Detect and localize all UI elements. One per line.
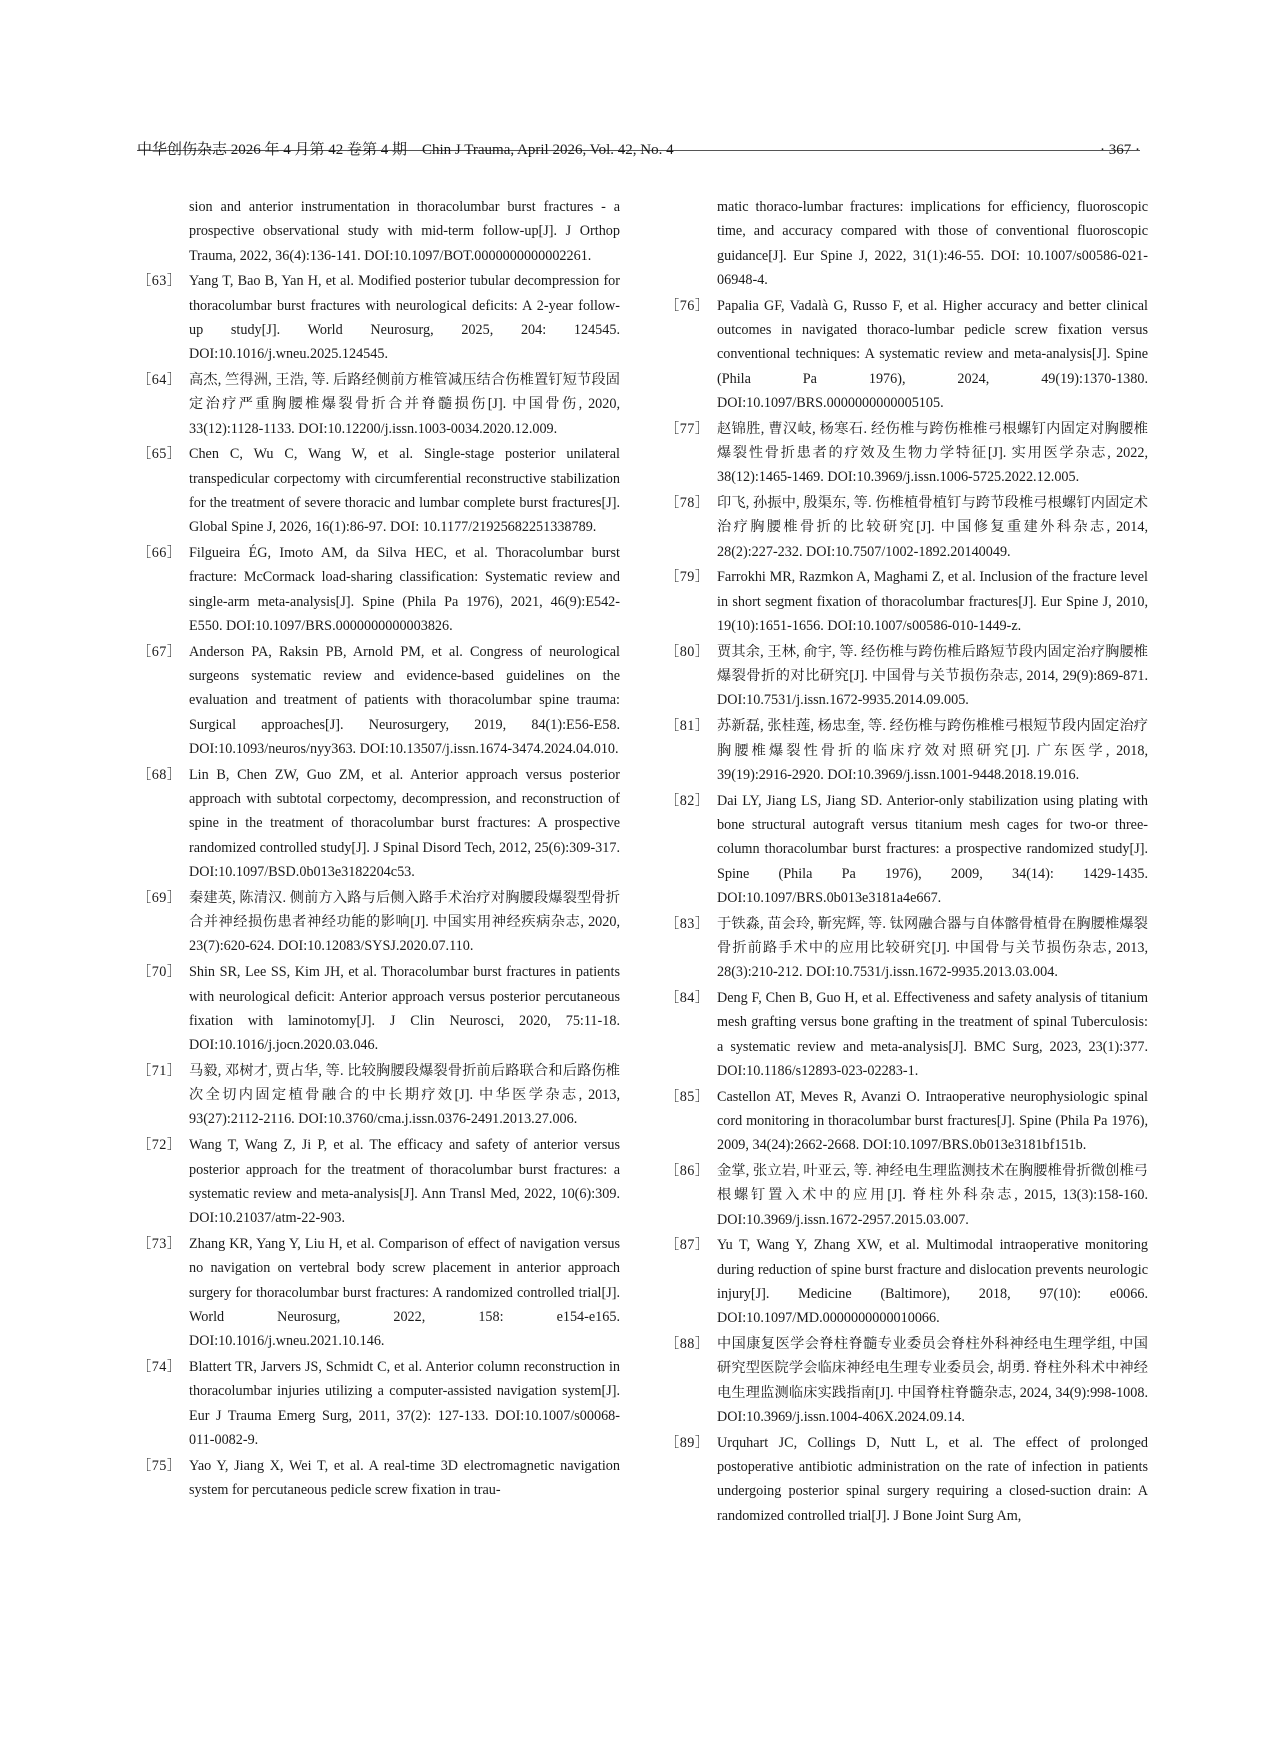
reference-item (137, 368, 620, 441)
reference-number: ［83］ (665, 915, 710, 932)
reference-number: ［84］ (665, 990, 710, 1006)
reference-number: ［72］ (137, 1137, 182, 1154)
reference-text: Blattert TR, Jarvers JS, Schmidt C, et al. Anterior column reconstruction in thoracolumbar injuries utilizing a computer-assisted navigation system[J]. Eur J Trauma Emerg Surg, 2011, 37(2): 127-133. DOI:10.1007/s00068-011-0082-9. (189, 1358, 620, 1448)
reference-item (665, 195, 1148, 292)
reference-number: ［77］ (665, 420, 710, 437)
reference-number: ［81］ (665, 718, 710, 735)
reference-text: 苏新磊, 张桂莲, 杨忠奎, 等. 经伤椎与跨伤椎椎弓根短节段内固定治疗胸腰椎爆裂性骨折的临床疗效对照研究[J]. 广东医学, 2018, 39(19):2916-2920. DOI:10.3969/j.issn.1001-9448.2018.19.016. (717, 718, 1148, 783)
reference-item (137, 1355, 620, 1452)
reference-text: Castellon AT, Meves R, Avanzi O. Intraoperative neurophysiologic spinal cord monitoring in thoracolumbar burst fractures[J]. Spine (Phila Pa 1976), 2009, 34(24):2662-2668. DOI:10.1097/BRS.0b013e3181bf151b. (717, 1088, 1148, 1154)
reference-item (137, 442, 620, 539)
reference-item (665, 789, 1148, 910)
reference-text: 印飞, 孙振中, 殷渠东, 等. 伤椎植骨植钉与跨节段椎弓根螺钉内固定术治疗胸腰椎骨折的比较研究[J]. 中国修复重建外科杂志, 2014, 28(2):227-232. DOI:10.7507/1002-1892.20140049. (717, 495, 1148, 560)
reference-text: Shin SR, Lee SS, Kim JH, et al. Thoracolumbar burst fractures in patients with neurological deficit: Anterior approach versus posterior percutaneous fixation with laminotomy[J]. J Clin Neurosci, 2020, 75:11-18. DOI:10.1016/j.jocn.2020.03.046. (189, 964, 620, 1054)
reference-number: ［69］ (137, 889, 182, 906)
reference-item (137, 640, 620, 761)
reference-text: Papalia GF, Vadalà G, Russo F, et al. Higher accuracy and better clinical outcomes in navigated thoraco-lumbar pedicle screw fixation versus conventional techniques: A systematic review and meta-analysis[J]. Spine (Phila Pa 1976), 2024, 49(19):1370-1380. DOI:10.1097/BRS.0000000000005105. (717, 297, 1148, 411)
reference-number: ［80］ (665, 643, 710, 660)
reference-item (137, 1133, 620, 1230)
reference-text: Chen C, Wu C, Wang W, et al. Single-stage posterior unilateral transpedicular corpectomy with circumferential reconstructive stabilization for the treatment of severe thoracic and lumbar complete burst fractures[J]. Global Spine J, 2026, 16(1):86-97. DOI: 10.1177/21925682251338789. (189, 446, 620, 536)
reference-text: Yu T, Wang Y, Zhang XW, et al. Multimodal intraoperative monitoring during reduction of spine burst fracture and dislocation prevents neurologic injury[J]. Medicine (Baltimore), 2018, 97(10): e0066. DOI:10.1097/MD.0000000000010066. (717, 1237, 1148, 1327)
reference-number: ［85］ (665, 1088, 710, 1105)
reference-text: 贾其余, 王林, 俞宇, 等. 经伤椎与跨伤椎后路短节段内固定治疗胸腰椎爆裂骨折的对比研究[J]. 中国骨与关节损伤杂志, 2014, 29(9):869-871. DOI:10.7531/j.issn.1672-9935.2014.09.005. (717, 643, 1148, 709)
reference-number: ［74］ (137, 1358, 182, 1375)
reference-number: ［82］ (665, 792, 710, 809)
reference-text: Yang T, Bao B, Yan H, et al. Modified posterior tubular decompression for thoracolumbar burst fractures with neurological deficits: A 2-year follow-up study[J]. World Neurosurg, 2025, 204: 124545. DOI:10.1016/j.wneu.2025.124545. (189, 273, 620, 363)
journal-info: 中华创伤杂志 2026 年 4 月第 42 卷第 4 期 Chin J Trauma, April 2026, Vol. 42, No. 4 (137, 142, 674, 158)
reference-item (665, 1233, 1148, 1330)
reference-text: 赵锦胜, 曹汉岐, 杨寒石. 经伤椎与跨伤椎椎弓根螺钉内固定对胸腰椎爆裂性骨折患者的疗效及生物力学特征[J]. 实用医学杂志, 2022, 38(12):1465-1469. DOI:10.3969/j.issn.1006-5725.2022.12.005. (717, 420, 1148, 486)
reference-number: ［89］ (665, 1434, 710, 1451)
page-header (137, 140, 1140, 158)
reference-item (665, 491, 1148, 564)
reference-text: Anderson PA, Raksin PB, Arnold PM, et al. Congress of neurological surgeons systematic review and evidence-based guidelines on the evaluation and treatment of patients with thoracolumbar spine trauma: Surgical approaches[J]. Neurosurgery, 2019, 84(1):E56-E58. DOI:10.1093/neuros/nyy363. DOI:10.13507/j.issn.1674-3474.2024.04.010. (189, 643, 620, 758)
reference-number: ［71］ (137, 1062, 182, 1079)
reference-item (665, 565, 1148, 638)
reference-text: Deng F, Chen B, Guo H, et al. Effectiveness and safety analysis of titanium mesh grafting versus bone grafting in the treatment of spinal Tuberculosis: a systematic review and meta-analysis[J]. BMC Surg, 2023, 23(1):377. DOI:10.1186/s12893-023-02283-1. (717, 990, 1148, 1079)
reference-text: Filgueira ÉG, Imoto AM, da Silva HEC, et al. Thoracolumbar burst fracture: McCormack load-sharing classification: Systematic review and single-arm meta-analysis[J]. Spine (Phila Pa 1976), 2021, 46(9):E542-E550. DOI:10.1097/BRS.0000000000003826. (189, 545, 620, 635)
reference-number: ［78］ (665, 495, 710, 512)
reference-number: ［65］ (137, 446, 182, 463)
reference-item (665, 417, 1148, 490)
reference-number: ［73］ (137, 1235, 182, 1252)
reference-item (137, 195, 620, 268)
reference-item (665, 1431, 1148, 1528)
reference-number: ［79］ (665, 569, 710, 586)
reference-number: ［88］ (665, 1336, 710, 1353)
reference-text: Yao Y, Jiang X, Wei T, et al. A real-time 3D electromagnetic navigation system for percutaneous pedicle screw fixation in trau- (189, 1457, 620, 1498)
reference-item (137, 763, 620, 884)
reference-text: 高杰, 竺得洲, 王浩, 等. 后路经侧前方椎管减压结合伤椎置钉短节段固定治疗严重胸腰椎爆裂骨折合并脊髓损伤[J]. 中国骨伤, 2020, 33(12):1128-1133. DOI:10.12200/j.issn.1003-0034.2020.12.009. (189, 372, 620, 437)
reference-number: ［64］ (137, 372, 182, 389)
right-column (665, 195, 1148, 1530)
reference-item (665, 1159, 1148, 1232)
reference-number: ［86］ (665, 1163, 710, 1180)
reference-item (137, 886, 620, 959)
reference-text: matic thoraco-lumbar fractures: implications for efficiency, fluoroscopic time, and accuracy compared with those of conventional fluoroscopic guidance[J]. Eur Spine J, 2022, 31(1):46-55. DOI: 10.1007/s00586-021-06948-4. (717, 199, 1148, 288)
reference-item (665, 640, 1148, 713)
reference-item (137, 541, 620, 638)
reference-number: ［75］ (137, 1457, 182, 1474)
reference-item (665, 986, 1148, 1083)
reference-text: Lin B, Chen ZW, Guo ZM, et al. Anterior approach versus posterior approach with subtotal corpectomy, decompression, and reconstruction of spine in the treatment of thoracolumbar burst fractures: A prospective randomized controlled study[J]. J Spinal Disord Tech, 2012, 25(6):309-317. DOI:10.1097/BSD.0b013e3182204c53. (189, 766, 620, 881)
reference-item (137, 1059, 620, 1132)
reference-item (137, 1454, 620, 1503)
reference-item (137, 1232, 620, 1353)
reference-item (665, 1085, 1148, 1158)
reference-text: sion and anterior instrumentation in thoracolumbar burst fractures - a prospective observational study with mid-term follow-up[J]. J Orthop Trauma, 2022, 36(4):136-141. DOI:10.1097/BOT.0000000000002261. (189, 199, 620, 264)
reference-number: ［76］ (665, 297, 710, 314)
reference-text: Farrokhi MR, Razmkon A, Maghami Z, et al. Inclusion of the fracture level in short segment fixation of thoracolumbar fractures[J]. Eur Spine J, 2010, 19(10):1651-1656. DOI:10.1007/s00586-010-1449-z. (717, 569, 1148, 635)
reference-text: Wang T, Wang Z, Ji P, et al. The efficacy and safety of anterior versus posterior approach for the treatment of thoracolumbar burst fractures: a systematic review and meta-analysis[J]. Ann Transl Med, 2022, 10(6):309. DOI:10.21037/atm-22-903. (189, 1137, 620, 1227)
left-column (137, 195, 620, 1504)
reference-text: Zhang KR, Yang Y, Liu H, et al. Comparison of effect of navigation versus no navigation on vertebral body screw placement in anterior approach surgery for thoracolumbar burst fractures: A randomized controlled trial[J]. World Neurosurg, 2022, 158: e154-e165. DOI:10.1016/j.wneu.2021.10.146. (189, 1235, 620, 1350)
reference-item (665, 912, 1148, 985)
reference-text: Urquhart JC, Collings D, Nutt L, et al. The effect of prolonged postoperative antibiotic administration on the rate of infection in patients undergoing posterior spinal surgery requiring a closed-suction drain: A randomized controlled trial[J]. J Bone Joint Surg Am, (717, 1434, 1148, 1524)
reference-number: ［66］ (137, 545, 182, 562)
reference-text: 马毅, 邓树才, 贾占华, 等. 比较胸腰段爆裂骨折前后路联合和后路伤椎次全切内固定植骨融合的中长期疗效[J]. 中华医学杂志, 2013, 93(27):2112-2116. DOI:10.3760/cma.j.issn.0376-2491.2013.27.006. (189, 1062, 620, 1128)
reference-number: ［87］ (665, 1237, 710, 1254)
reference-text: Dai LY, Jiang LS, Jiang SD. Anterior-only stabilization using plating with bone structural autograft versus titanium mesh cages for two-or three-column thoracolumbar burst fractures: a prospective randomized study[J]. Spine (Phila Pa 1976), 2009, 34(14): 1429-1435. DOI:10.1097/BRS.0b013e3181a4e667. (717, 792, 1148, 906)
reference-number: ［68］ (137, 766, 182, 783)
reference-item (665, 1332, 1148, 1429)
reference-number: ［70］ (137, 964, 182, 981)
reference-text: 中国康复医学会脊柱脊髓专业委员会脊柱外科神经电生理学组, 中国研究型医院学会临床神经电生理专业委员会, 胡勇. 脊柱外科术中神经电生理监测临床实践指南[J]. 中国脊柱脊髓杂志, 2024, 34(9):998-1008. DOI:10.3969/j.issn.1004-406X.2024.09.14. (717, 1336, 1148, 1426)
reference-item (665, 294, 1148, 415)
reference-number: ［67］ (137, 643, 182, 660)
reference-number: ［63］ (137, 273, 182, 290)
reference-item (665, 714, 1148, 787)
reference-text: 秦建英, 陈清汉. 侧前方入路与后侧入路手术治疗对胸腰段爆裂型骨折合并神经损伤患者神经功能的影响[J]. 中国实用神经疾病杂志, 2020, 23(7):620-624. DOI:10.12083/SYSJ.2020.07.110. (189, 889, 620, 955)
reference-text: 于铁淼, 苗会玲, 靳宪辉, 等. 钛网融合器与自体髂骨植骨在胸腰椎爆裂骨折前路手术中的应用比较研究[J]. 中国骨与关节损伤杂志, 2013, 28(3):210-212. DOI:10.7531/j.issn.1672-9935.2013.03.004. (717, 915, 1148, 981)
page-number: · 367 · (1100, 142, 1140, 158)
reference-item (137, 960, 620, 1057)
reference-item (137, 269, 620, 366)
reference-text: 金掌, 张立岩, 叶亚云, 等. 神经电生理监测技术在胸腰椎骨折微创椎弓根螺钉置入术中的应用[J]. 脊柱外科杂志, 2015, 13(3):158-160. DOI:10.3969/j.issn.1672-2957.2015.03.007. (717, 1163, 1148, 1228)
